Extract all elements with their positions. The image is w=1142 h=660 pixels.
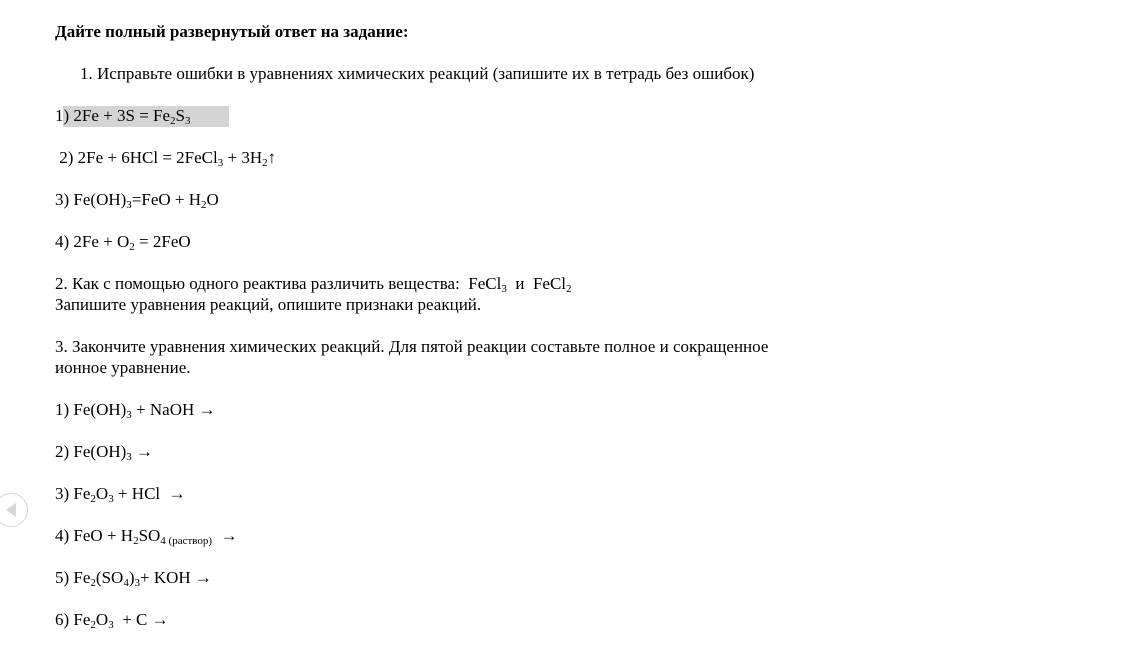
task3-reaction-6: 6) $Fe_2O_3 + C$ → (55, 610, 169, 631)
task3-reaction-3: 3) $Fe_2O_3$ + HCl → (55, 484, 186, 505)
previous-page-button[interactable] (0, 493, 28, 527)
chevron-left-icon (4, 502, 18, 518)
task1-equation-2: 2) 2Fe + 6HCl = 2FeCl$_3$ + $3H_2↑$ (55, 148, 277, 169)
task3-question: 3. Закончите уравнения химических реакций. Для пятой реакции составьте полное и сокращенное (55, 337, 769, 356)
task2-instruction: Запишите уравнения реакций, опишите признаки реакций. (55, 295, 482, 314)
page-heading: Дайте полный развернутый ответ на задание: (55, 22, 409, 41)
task3-reaction-2: 2) $Fe(OH)_3$ → (55, 442, 154, 463)
task3-reaction-4: 4) FeO + $H_2SO_4$ $_{(раствор)}$ → (55, 526, 238, 547)
task3-question-continued: ионное уравнение. (55, 358, 191, 377)
task1-equation-3: 3) $Fe(OH)_3=FeO + H_2O$ (55, 190, 219, 211)
task1-title: 1. Исправьте ошибки в уравнениях химических реакций (запишите их в тетрадь без ошибок) (80, 64, 755, 83)
task1-equation-4: 4) $2Fe + O_2 = 2FeO$ (55, 232, 191, 253)
task1-equation-1: 1) $2Fe + 3S = Fe_2S_3$ (55, 106, 191, 127)
task2-question: 2. Как с помощью одного реактива различить вещества: FeCl$_3$ и FeCl$_2$ (55, 274, 572, 295)
task3-reaction-1: 1) $Fe(OH)_3$ + NaOH → (55, 400, 216, 421)
task3-reaction-5: 5) $Fe_2(SO_4)_3+$ KOH → (55, 568, 212, 589)
